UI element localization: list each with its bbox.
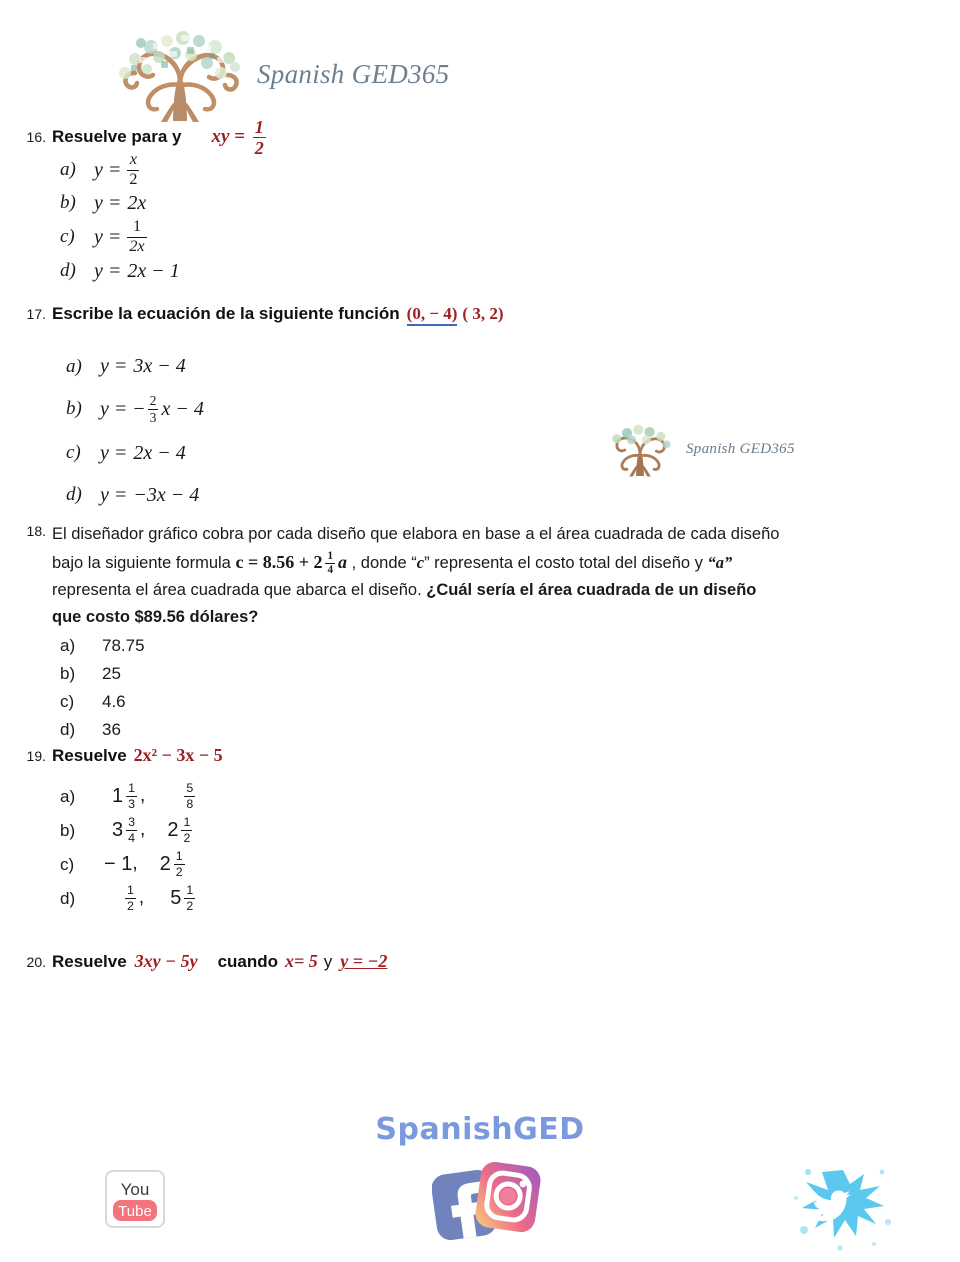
worksheet-content [0,118,960,981]
option-b[interactable]: b) 3 $\frac{3}{4}$ , 2 $\frac{1}{2}$ [60,813,960,847]
option-a[interactable]: a) y = $\frac{x}{2}$ [60,151,138,188]
mixed-number-second: 2 $\frac{1}{2}$ [159,849,183,879]
question-number: 19. [26,748,46,765]
option-fraction: $\frac{1}{2x}$ [129,218,145,255]
question-16 [0,118,960,284]
formula-variable-a: a [338,551,348,572]
mixed-number-second: 2 $\frac{1}{2}$ [167,815,191,845]
option-d[interactable]: d) $\frac{1}{2}$ , 5 $\frac{1}{2}$ [60,881,960,915]
variable-c: c [416,552,425,572]
option-d[interactable]: d) y = −3x − 4 [66,483,200,506]
fraction: $\frac{5}{8}$ [186,781,194,811]
question-stem-math: xy = $\frac{1}{2}$ [211,117,264,159]
paragraph-bold-question: ¿Cuál sería el área cuadrada de un diseño que costo $89.56 dólares? [52,580,757,626]
question-stem: Resuelve para y [52,126,182,146]
question-19 [0,745,960,915]
paragraph-text-4: representa el área cuadrada que abarca el diseño. [52,580,427,599]
paragraph-text-2: , donde “ [347,553,417,572]
tree-logo-icon [95,25,265,125]
fraction: $\frac{1}{2}$ [175,849,183,879]
option-b[interactable]: b) y = 2x [60,191,147,214]
formula-fraction: $\frac{1}{4}$ [327,549,334,576]
mixed-number-second [181,782,198,810]
question-stem-points [407,304,504,324]
option-b[interactable]: b) 25 [60,663,121,683]
footer-brand: SpanishGED [375,1112,585,1147]
y-value-red: y = −2 [340,951,388,972]
watermark-brand-title: Spanish GED365 [686,441,795,457]
fraction: $\frac{1}{2}$ [186,883,194,913]
svg-text:Tube: Tube [118,1203,152,1220]
option-a[interactable]: a) 78.75 [60,635,145,655]
stem-fraction: $\frac{1}{2}$ [254,117,264,159]
question-number: 17. [26,306,46,322]
question-paragraph [52,521,787,630]
option-a[interactable]: a) y = 3x − 4 [66,355,186,377]
paragraph-text-3: ” representa el costo total del diseño y [424,553,708,572]
paragraph-text-1: El diseñador gráfico cobra por cada diseño que elabora en base a el área cuadrada de cada diseño bajo la siguiente formula [52,525,780,572]
coefficient-fraction: $\frac{2}{3}$ [149,392,157,425]
fraction: $\frac{1}{2}$ [127,883,134,913]
mixed-number-first: 1 $\frac{1}{3}$ [112,781,136,811]
page-header [95,22,515,127]
question-stem: Resuelve [52,746,127,766]
option-a[interactable]: a) 1 $\frac{1}{3}$ , $\frac{5}{8}$ [60,779,960,813]
option-c[interactable]: c) y = $\frac{1}{2x}$ [60,218,145,255]
option-b[interactable]: b) y = − $\frac{2}{3}$ x − 4 [66,392,204,425]
option-fraction: $\frac{x}{2}$ [129,151,138,188]
question-20 [0,951,960,981]
brand-title: Spanish GED365 [257,59,450,89]
option-c[interactable]: c) y = 2x − 4 [66,441,186,464]
variable-a: “a” [707,552,733,572]
youtube-icon[interactable] [103,1168,167,1235]
question-number: 16. [26,128,46,145]
option-d[interactable]: d) y = 2x − 1 [60,259,180,282]
mixed-number-second: 5 $\frac{1}{2}$ [170,883,194,913]
stem-cuando: cuando [217,952,279,972]
social-icons-group [432,1158,542,1258]
option-c[interactable]: c) − 1 , 2 $\frac{1}{2}$ [60,847,960,881]
question-18 [0,521,960,743]
underlined-point: (0, − 4) [407,304,458,326]
fraction: $\frac{1}{2}$ [183,815,191,845]
expression-red: 3xy − 5y [134,951,198,972]
svg-text:You: You [120,1180,150,1199]
fraction: $\frac{1}{3}$ [128,781,136,811]
question-stem: Escribe la ecuación de la siguiente función [52,304,400,323]
question-stem: Resuelve [52,952,127,972]
fraction: $\frac{3}{4}$ [128,815,136,845]
twitter-bird-splash-icon[interactable] [788,1152,898,1262]
fraction-first [122,884,139,912]
option-d[interactable]: d) 36 [60,719,121,739]
question-number: 18. [26,523,46,539]
question-number: 20. [26,954,46,971]
option-c[interactable]: c) 4.6 [60,691,126,711]
value-first: − 1 [104,852,133,875]
mixed-number-first: 3 $\frac{3}{4}$ [112,815,136,845]
x-value-red: x= 5 [285,951,318,972]
second-point: ( 3, 2) [462,304,504,323]
formula-lhs: c = 8.56 + 2 [235,551,323,572]
instagram-icon [474,1160,542,1234]
conjunction-y: y [323,952,333,972]
question-stem-math: 2x² − 3x − 5 [133,745,223,766]
question-17 [0,304,960,515]
